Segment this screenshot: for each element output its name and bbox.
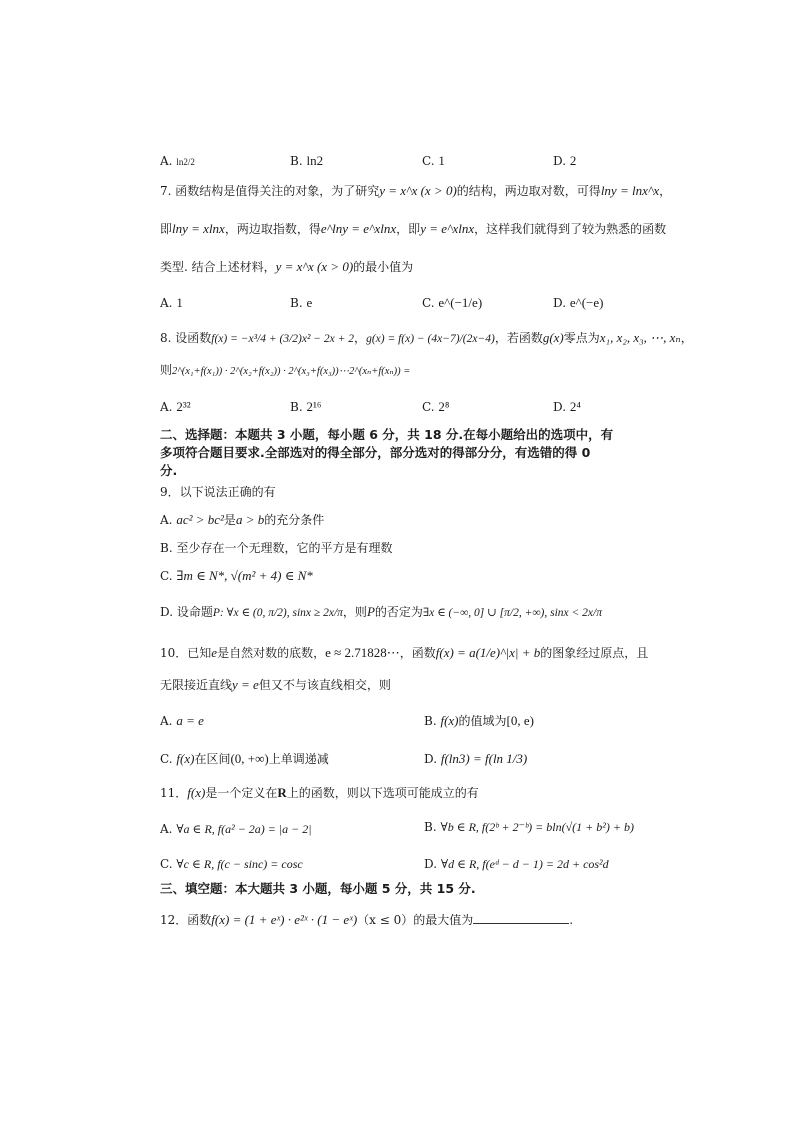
text: 但又不与该直线相交，则 bbox=[258, 678, 391, 692]
option-value: ln2 bbox=[306, 153, 324, 168]
text: 无限接近直线 bbox=[160, 678, 233, 692]
q12-line bbox=[160, 911, 573, 928]
math: e ≈ 2.71828⋯ bbox=[325, 645, 400, 660]
option-value: e^(−e) bbox=[569, 295, 604, 310]
math: ∃m ∈ N*, √(m² + 4) ∈ N* bbox=[176, 568, 313, 583]
text: 的图象经过原点，且 bbox=[540, 646, 649, 660]
option-letter: C. bbox=[160, 752, 173, 766]
option-letter: C. bbox=[422, 400, 435, 414]
text: ， bbox=[659, 184, 672, 198]
section-2-heading-line-2: 多项符合题目要求.全部选对的得全部分，部分选对的得部分分，有选错的得 0 bbox=[160, 445, 591, 460]
q10-option-c bbox=[160, 751, 329, 767]
math: f(x) bbox=[176, 751, 195, 766]
math: e bbox=[211, 645, 218, 660]
math: a = e bbox=[176, 713, 204, 728]
q6-option-c bbox=[422, 153, 445, 169]
option-value: e bbox=[306, 295, 313, 310]
text: 的否定为 bbox=[374, 605, 423, 619]
math: f(x) bbox=[187, 785, 206, 800]
math: ∀b ∈ R, f(2ᵇ + 2⁻ᵇ) = bln(√(1 + b²) + b) bbox=[440, 820, 634, 834]
q10-option-d bbox=[424, 751, 527, 767]
q11-option-b bbox=[424, 819, 634, 835]
section-2-heading-line-1: 二、选择题：本题共 3 小题，每小题 6 分，共 18 分.在每小题给出的选项中，有 bbox=[160, 427, 614, 442]
math: ∃x ∈ (−∞, 0] ∪ [π/2, +∞), sinx < 2x/π bbox=[422, 607, 602, 619]
text: 的值域为 bbox=[458, 714, 507, 728]
q7-option-c bbox=[422, 295, 482, 311]
text: 是一个定义在 bbox=[205, 786, 278, 800]
option-letter: D. bbox=[553, 296, 567, 310]
q9-option-b bbox=[160, 540, 392, 556]
text: 10．已知 bbox=[160, 646, 212, 660]
option-letter: D. bbox=[553, 154, 567, 168]
math: (0, +∞) bbox=[230, 751, 269, 766]
math: lny = lnx^x bbox=[600, 183, 660, 198]
option-value: 1 bbox=[176, 295, 183, 310]
text: 即 bbox=[160, 222, 173, 236]
math: P bbox=[366, 604, 375, 619]
text: 上单调递减 bbox=[268, 752, 329, 766]
text: 8. 设函数 bbox=[160, 331, 212, 345]
math: f(x) bbox=[440, 713, 459, 728]
text: 的充分条件 bbox=[264, 513, 325, 527]
q6-option-d bbox=[553, 153, 576, 169]
q7-line-3 bbox=[160, 259, 413, 275]
answer-blank[interactable] bbox=[473, 911, 569, 924]
math: ∀a ∈ R, f(a² − 2a) = |a − 2| bbox=[176, 822, 312, 836]
math: f(x) = a(1/e)^|x| + b bbox=[435, 645, 541, 660]
text: 零点为 bbox=[563, 331, 600, 345]
text: ，即 bbox=[396, 222, 421, 236]
option-letter: A. bbox=[160, 513, 173, 527]
option-letter: C. bbox=[422, 296, 435, 310]
text: ，则 bbox=[342, 605, 367, 619]
option-value: 2¹⁶ bbox=[306, 399, 322, 414]
option-value: ln2/2 bbox=[176, 157, 195, 167]
math: 2^(x₁+f(x₁)) · 2^(x₂+f(x₂)) · 2^(x₃+f(x₃))⋯2^(xₙ+f(xₙ)) = bbox=[172, 366, 411, 377]
text: 12．函数 bbox=[160, 913, 212, 927]
text: ， bbox=[354, 331, 367, 345]
text: 11． bbox=[160, 786, 188, 800]
math: f(x) = (1 + eˣ) · e²ˣ · (1 − eˣ) bbox=[211, 912, 358, 927]
option-letter: B. bbox=[290, 400, 303, 414]
q7-option-a bbox=[160, 295, 183, 311]
math: y = x^x (x > 0) bbox=[379, 183, 457, 198]
q7-option-b bbox=[290, 295, 312, 311]
text: 是 bbox=[223, 513, 236, 527]
option-value: 1 bbox=[438, 153, 445, 168]
q6-option-b bbox=[290, 153, 323, 169]
q11-option-a bbox=[160, 821, 312, 837]
q7-line-2 bbox=[160, 221, 666, 237]
option-letter: B. bbox=[290, 296, 303, 310]
text: ， bbox=[680, 331, 693, 345]
option-letter: B. bbox=[160, 541, 173, 555]
math: g(x) = f(x) − (4x−7)/(2x−4) bbox=[366, 333, 495, 345]
q11-option-d bbox=[424, 856, 609, 872]
option-value: 2³² bbox=[176, 399, 191, 414]
option-value: e^(−1/e) bbox=[438, 295, 483, 310]
option-letter: D. bbox=[553, 400, 567, 414]
option-letter: A. bbox=[160, 296, 173, 310]
q11-option-c bbox=[160, 856, 303, 872]
text: （x ≤ 0）的最大值为 bbox=[357, 913, 474, 927]
math: y = x^x (x > 0) bbox=[275, 259, 354, 274]
q9-option-d bbox=[160, 604, 602, 621]
option-letter: D. bbox=[160, 605, 174, 619]
math: ∀d ∈ R, f(eᵈ − d − 1) = 2d + cos²d bbox=[440, 857, 609, 871]
option-value: 2 bbox=[569, 153, 577, 168]
q8-option-d bbox=[553, 399, 581, 415]
q9-stem: 9．以下说法正确的有 bbox=[160, 485, 276, 499]
text: 的最小值为 bbox=[353, 260, 414, 274]
q10-option-b bbox=[424, 713, 534, 729]
text: ，这样我们就得到了较为熟悉的函数 bbox=[474, 222, 667, 236]
text: 在区间 bbox=[194, 752, 231, 766]
text: 7. 函数结构是值得关注的对象，为了研究 bbox=[160, 184, 380, 198]
q9-option-a bbox=[160, 512, 324, 528]
option-letter: D. bbox=[424, 857, 438, 871]
text: 的结构，两边取对数，可得 bbox=[456, 184, 601, 198]
math: ∀c ∈ R, f(c − sinc) = cosc bbox=[176, 857, 303, 871]
q11-stem bbox=[160, 785, 479, 801]
text: 是自然对数的底数， bbox=[217, 646, 326, 660]
option-letter: A. bbox=[160, 714, 173, 728]
math: x₁, x₂, x₃, ⋯, xₙ bbox=[599, 330, 681, 345]
math: ac² > bc² bbox=[176, 512, 224, 527]
math: e^lny = e^xlnx bbox=[320, 221, 397, 236]
text: ，函数 bbox=[399, 646, 436, 660]
math: a > b bbox=[235, 512, 265, 527]
q10-line-2 bbox=[160, 677, 391, 693]
math: P: ∀x ∈ (0, π/2), sinx ≥ 2x/π bbox=[212, 607, 343, 619]
option-letter: B. bbox=[290, 154, 303, 168]
math: f(ln3) = f(ln 1/3) bbox=[440, 751, 528, 766]
option-letter: D. bbox=[424, 752, 438, 766]
math: y = e bbox=[232, 677, 259, 692]
q8-line-2 bbox=[160, 362, 410, 380]
q7-line-1 bbox=[160, 183, 671, 199]
text: 上的函数，则以下选项可能成立的有 bbox=[286, 786, 479, 800]
text: 类型. 结合上述材料， bbox=[160, 260, 276, 274]
option-letter: A. bbox=[160, 154, 173, 168]
text: 设命题 bbox=[176, 605, 213, 619]
q8-option-b bbox=[290, 399, 321, 415]
option-letter: A. bbox=[160, 400, 173, 414]
option-letter: B. bbox=[424, 820, 437, 834]
q8-line-1 bbox=[160, 330, 693, 347]
q9-option-c bbox=[160, 568, 313, 584]
text: 至少存在一个无理数，它的平方是有理数 bbox=[176, 541, 393, 555]
q10-option-a bbox=[160, 713, 204, 729]
text: 则 bbox=[160, 363, 173, 377]
q8-option-a bbox=[160, 399, 191, 415]
math: f(x) = −x³/4 + (3/2)x² − 2x + 2 bbox=[211, 333, 355, 345]
text: . bbox=[569, 913, 574, 927]
section-2-heading-line-3: 分. bbox=[160, 463, 178, 478]
math: lny = xlnx bbox=[172, 221, 225, 236]
option-letter: C. bbox=[160, 569, 173, 583]
math: [0, e) bbox=[506, 713, 534, 728]
math: y = e^xlnx bbox=[420, 221, 475, 236]
section-3-heading: 三、填空题：本大题共 3 小题，每小题 5 分，共 15 分. bbox=[160, 881, 476, 896]
text: ，若函数 bbox=[494, 331, 543, 345]
text: ，两边取指数，得 bbox=[224, 222, 321, 236]
q8-option-c bbox=[422, 399, 449, 415]
option-value: 2⁴ bbox=[569, 399, 581, 414]
option-value: 2⁸ bbox=[438, 399, 450, 414]
option-letter: C. bbox=[422, 154, 435, 168]
q7-option-d bbox=[553, 295, 603, 311]
option-letter: C. bbox=[160, 857, 173, 871]
q10-line-1 bbox=[160, 645, 648, 661]
math: R bbox=[277, 785, 287, 800]
q6-option-a bbox=[160, 153, 195, 170]
option-letter: B. bbox=[424, 714, 437, 728]
option-letter: A. bbox=[160, 822, 173, 836]
math: g(x) bbox=[542, 330, 564, 345]
